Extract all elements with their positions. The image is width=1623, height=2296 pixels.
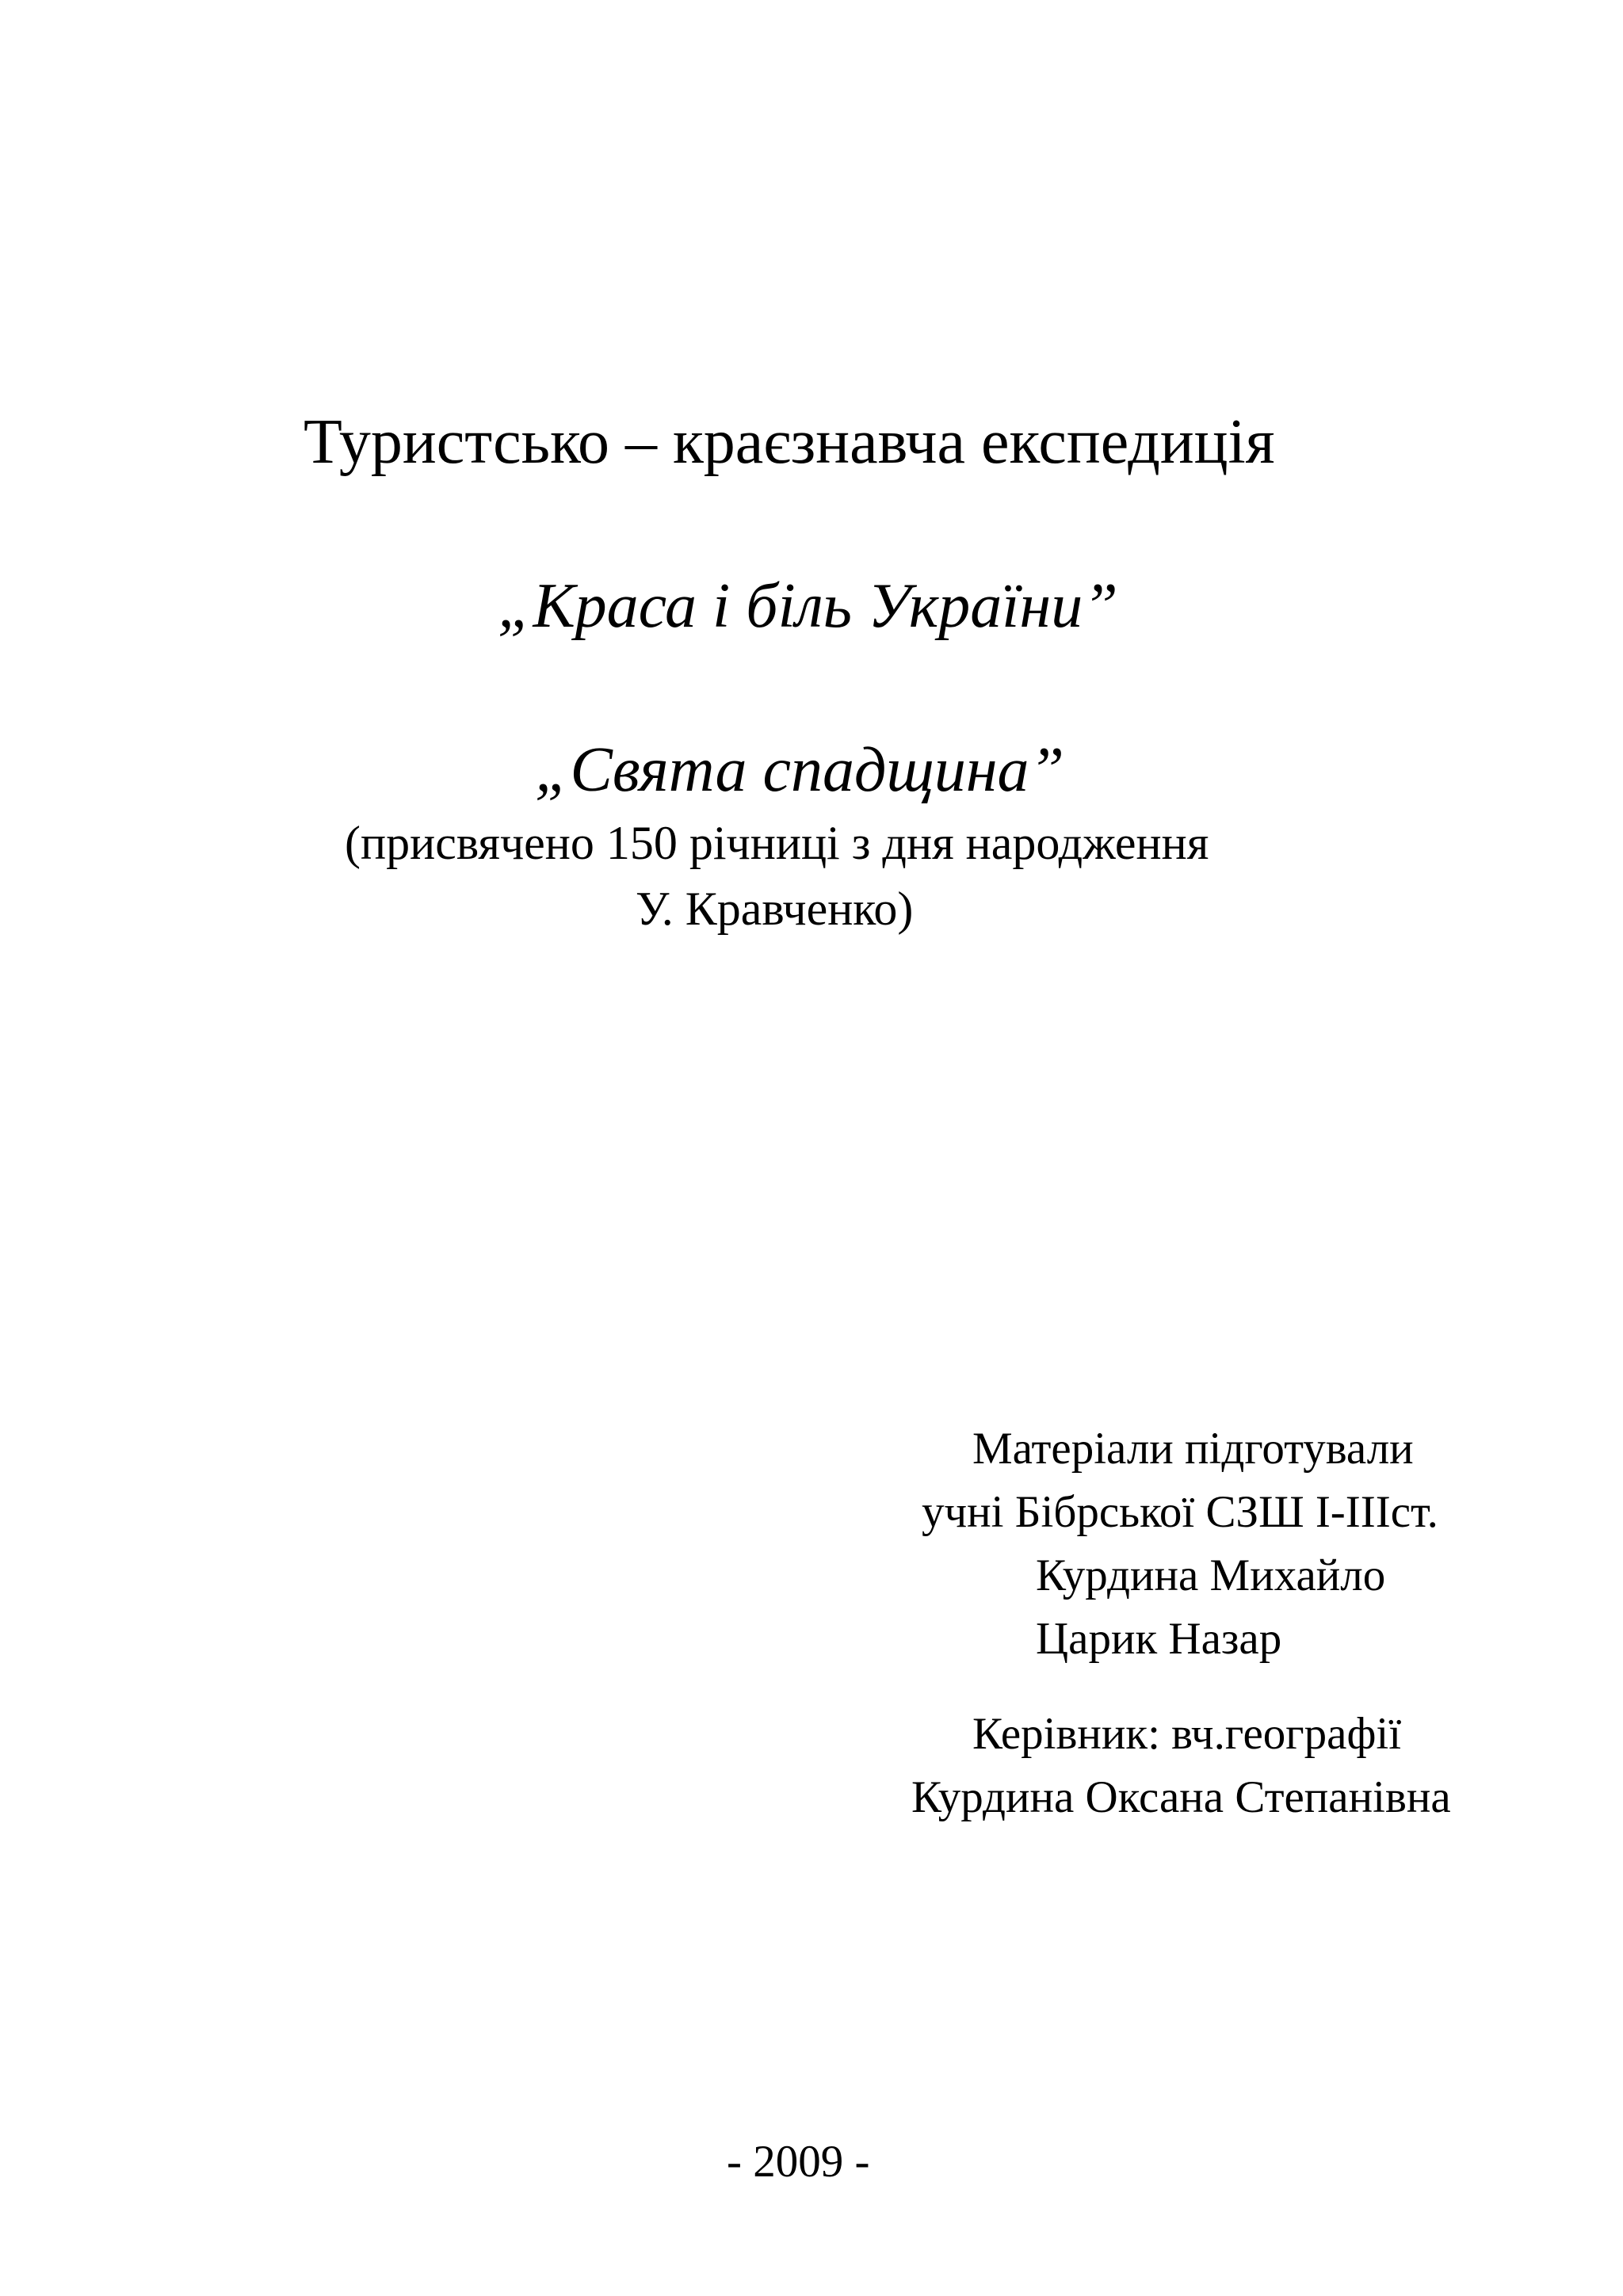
expedition-title: Туристсько – краєзнавча експедиція (304, 407, 1275, 477)
credits-school: учні Бібрської СЗШ І-ІІІст. (922, 1487, 1438, 1537)
year: - 2009 - (727, 2137, 870, 2187)
sub-title: „Свята спадщина” (535, 735, 1065, 805)
main-title: „Краса і біль України” (498, 571, 1118, 641)
dedication-line-2: У. Кравченко) (636, 883, 914, 935)
credits-student-2: Царик Назар (1036, 1614, 1282, 1664)
credits-prepared-by: Матеріали підготували (972, 1424, 1414, 1474)
credits-student-1: Курдина Михайло (1036, 1550, 1386, 1600)
credits-supervisor-label: Керівник: вч.географії (972, 1709, 1402, 1759)
dedication-line-1: (присвячено 150 річниці з дня народження (345, 817, 1209, 869)
credits-supervisor-name: Курдина Оксана Степанівна (911, 1772, 1451, 1822)
